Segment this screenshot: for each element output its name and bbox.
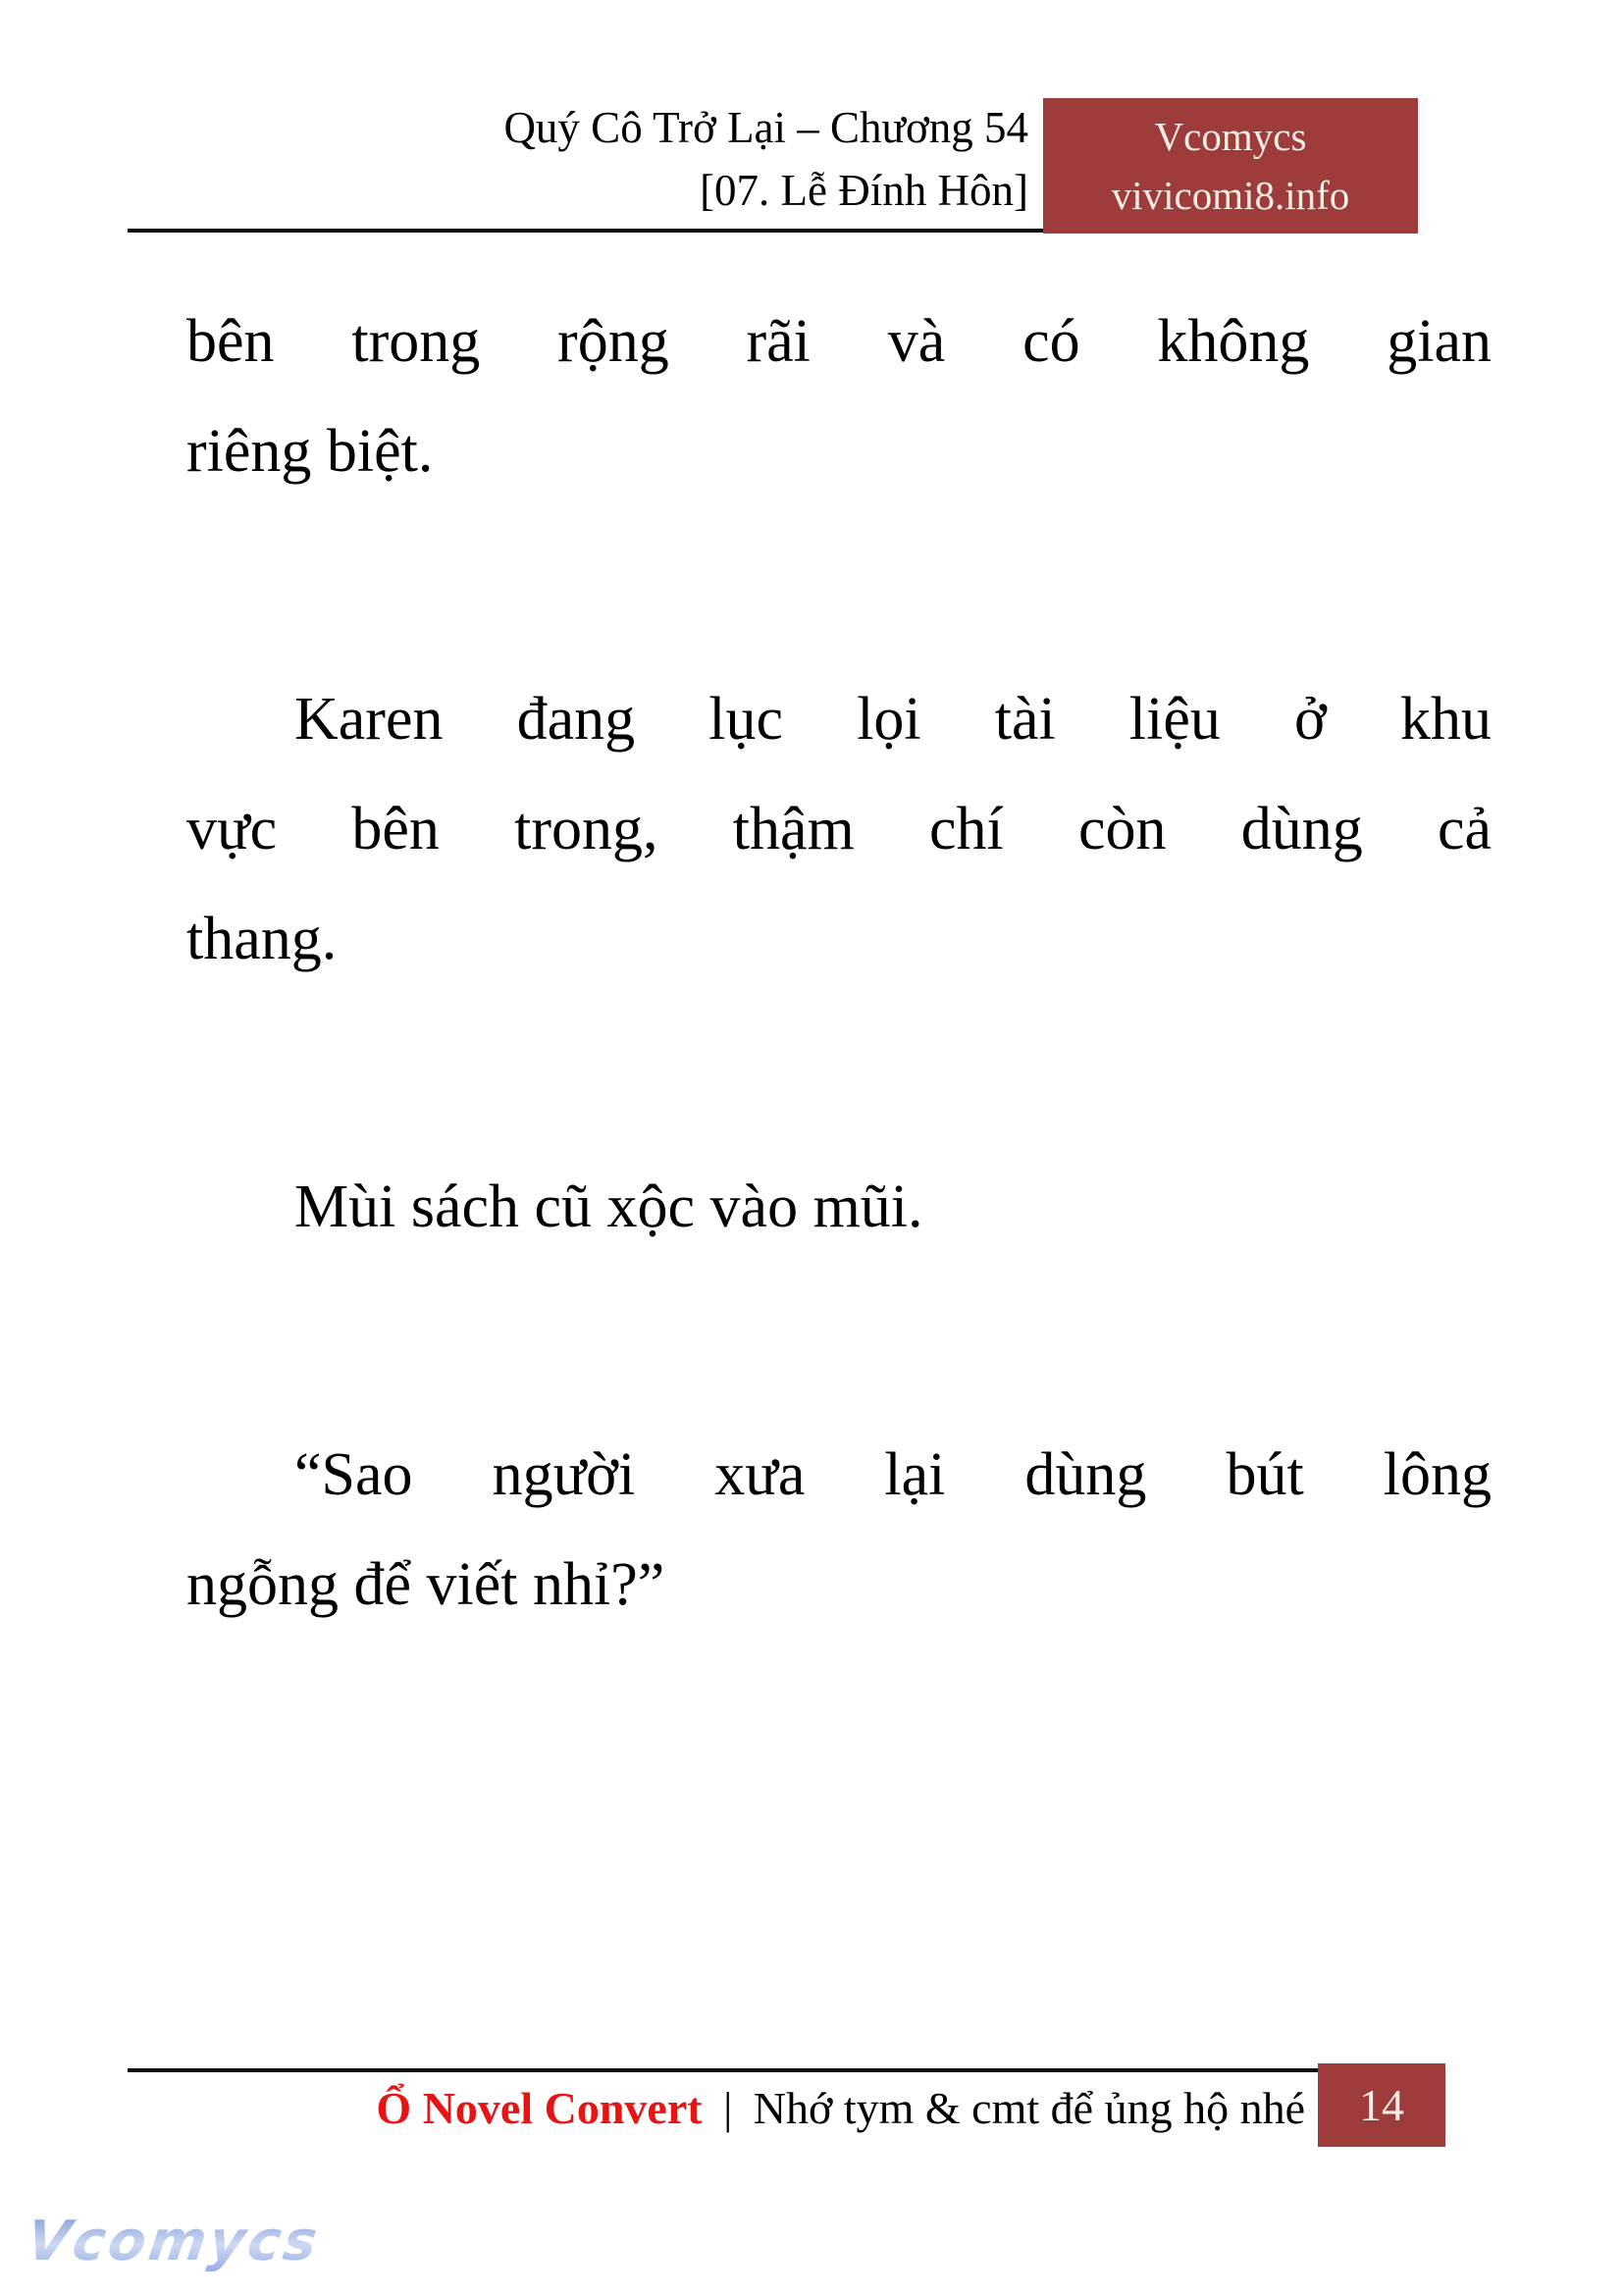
text-line: bên trong rộng rãi và có không gian bbox=[186, 308, 1492, 375]
text-line: Mùi sách cũ xộc vào mũi. bbox=[294, 1173, 923, 1240]
footer-divider bbox=[128, 2068, 1318, 2072]
watermark-logo: Vcomycs bbox=[23, 2210, 324, 2273]
text-line: thang. bbox=[186, 906, 338, 972]
text-line: vực bên trong, thậm chí còn dùng cả bbox=[186, 796, 1492, 862]
header-title-line2: [07. Lễ Đính Hôn] bbox=[700, 166, 1028, 215]
page-number: 14 bbox=[1359, 2080, 1404, 2130]
text-line: riêng biệt. bbox=[186, 418, 434, 485]
text-line: “Sao người xưa lại dùng bút lông bbox=[294, 1441, 1492, 1508]
header-divider bbox=[128, 229, 1043, 233]
footer-separator: | bbox=[723, 2083, 733, 2133]
page-number-badge bbox=[1318, 2063, 1445, 2147]
paragraph-2 bbox=[186, 664, 1492, 994]
header-title-line1: Quý Cô Trở Lại – Chương 54 bbox=[503, 103, 1028, 152]
footer-note: Nhớ tym & cmt để ủng hộ nhé bbox=[753, 2083, 1305, 2133]
header-brand-badge bbox=[1043, 98, 1418, 234]
text-line: Karen đang lục lọi tài liệu ở khu bbox=[294, 686, 1492, 753]
brand-site: vivicomi8.info bbox=[1111, 173, 1350, 218]
paragraph-1 bbox=[186, 287, 1492, 506]
brand-name: Vcomycs bbox=[1154, 114, 1307, 159]
header-title bbox=[128, 96, 1028, 222]
footer-brand: Ổ Novel Convert bbox=[376, 2083, 703, 2133]
body-text bbox=[186, 287, 1492, 1798]
footer-text bbox=[128, 2080, 1305, 2137]
paragraph-4 bbox=[186, 1420, 1492, 1640]
paragraph-3 bbox=[186, 1152, 1492, 1262]
text-line: ngỗng để viết nhỉ?” bbox=[186, 1551, 665, 1618]
